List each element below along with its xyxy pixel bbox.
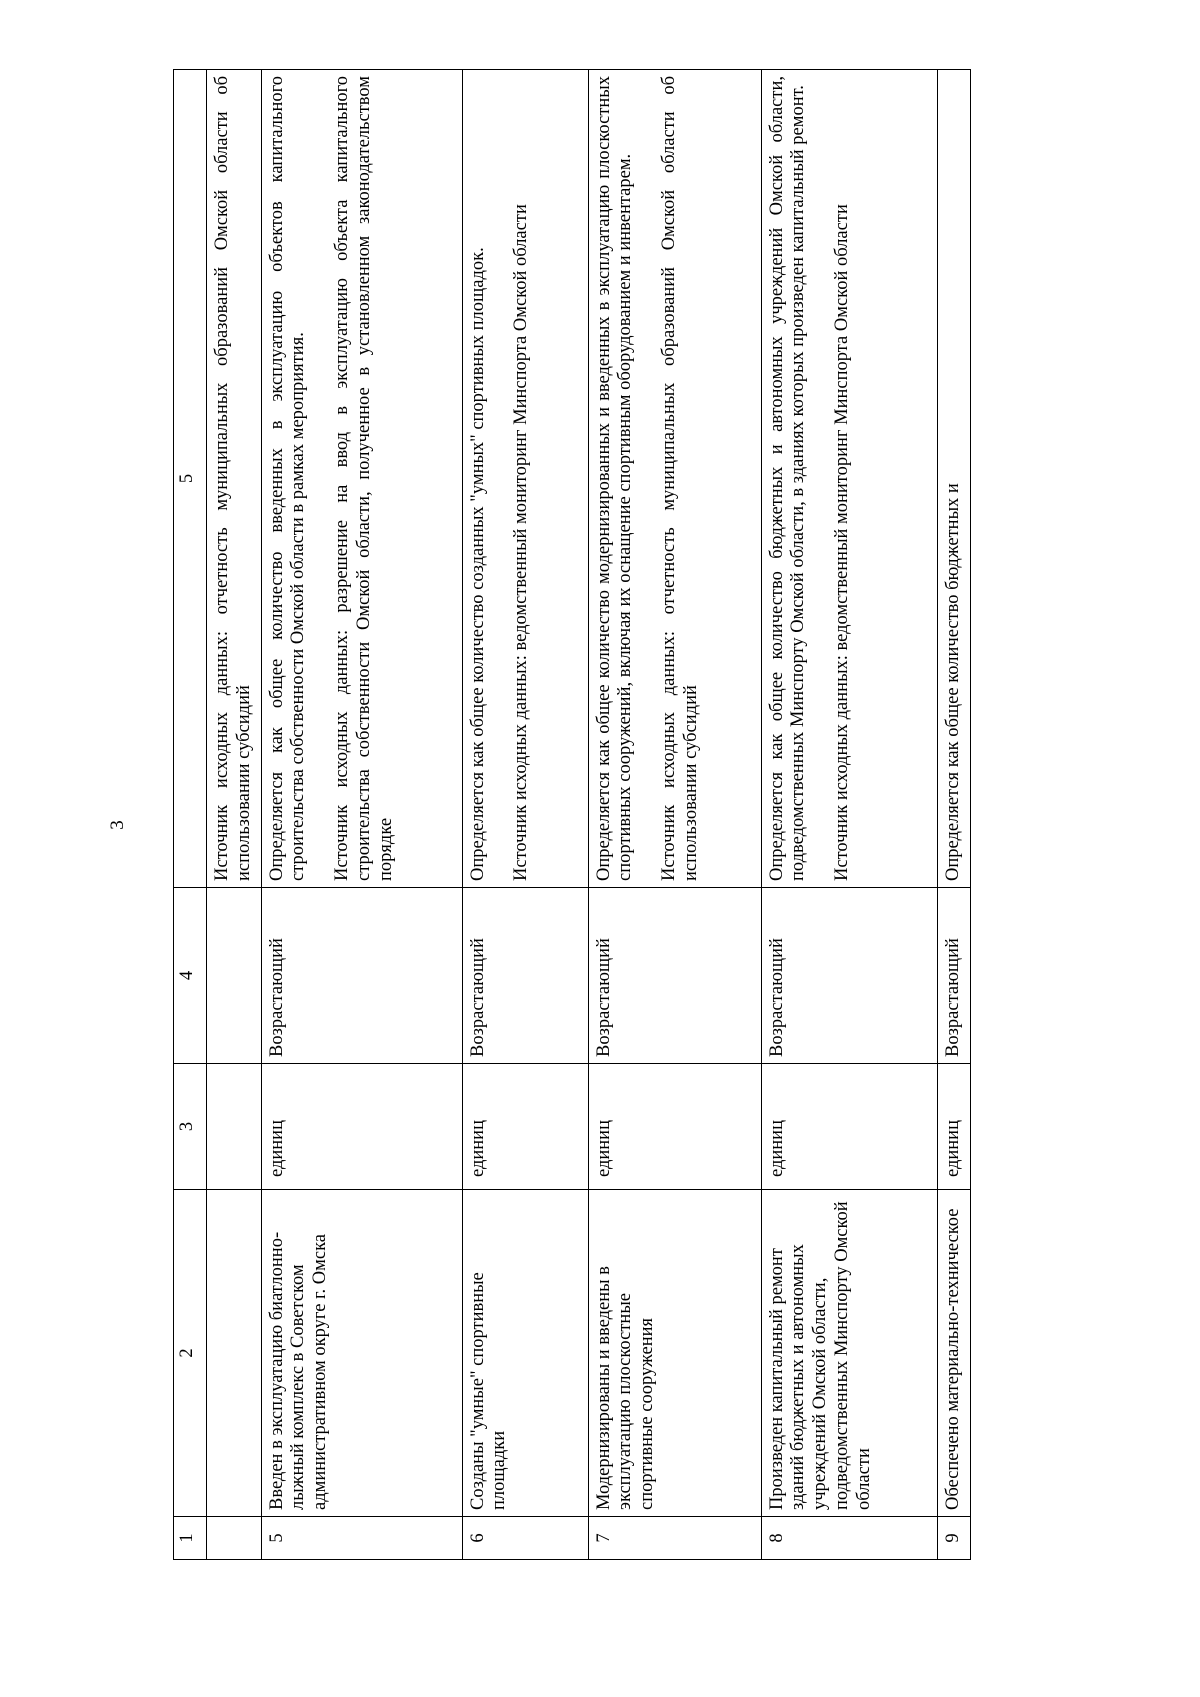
row-number: 6 <box>462 1517 588 1560</box>
indicator-name <box>207 1190 262 1517</box>
description-paragraph: Источник исходных данных: ведомственный мониторинг Минспорта Омской области <box>511 204 532 881</box>
trend-cell <box>207 888 262 1064</box>
trend-cell: Возрастающий <box>462 888 588 1064</box>
description-paragraph: Определяется как общее количество модернизированных и введенных в эксплуатацию плоскостных спортивных сооружений, включая их оснащение спортивным оборудованием и инвентарем. <box>593 76 636 881</box>
indicator-name: Обеспечено материально-техническое <box>937 1190 970 1517</box>
table-header-row <box>174 70 207 1560</box>
rotated-table-wrapper <box>173 70 1066 1560</box>
description-paragraph: Источник исходных данных: разрешение на ввод в эксплуатацию объекта капитального строительства собственности Омской области, полученное в установленном законодательством порядке <box>332 76 396 881</box>
unit-cell <box>207 1064 262 1190</box>
description-paragraph: Источник исходных данных: ведомственный мониторинг Минспорта Омской области <box>832 204 853 881</box>
description-cell <box>261 70 462 888</box>
row-number: 9 <box>937 1517 970 1560</box>
table-row <box>761 70 937 1560</box>
unit-cell: единиц <box>761 1064 937 1190</box>
trend-cell: Возрастающий <box>588 888 761 1064</box>
indicator-name: Произведен капитальный ремонт зданий бюджетных и автономных учреждений Омской области, подведомственных Минспорту Омской области <box>761 1190 937 1517</box>
description-paragraph: Определяется как общее количество бюджетных и автономных учреждений Омской области, подведомственных Минспорту Омской области, в зданиях которых произведен капитальный ремонт. <box>766 76 809 881</box>
column-header: 5 <box>174 70 207 888</box>
description-paragraph: Определяется как общее количество введенных в эксплуатацию объектов капитального строительства собственности Омской области в рамках мероприятия. <box>266 76 309 881</box>
description-cell <box>761 70 937 888</box>
column-header: 1 <box>174 1517 207 1560</box>
description-paragraph: Определяется как общее количество созданных "умных" спортивных площадок. <box>467 247 488 881</box>
row-number <box>207 1517 262 1560</box>
column-header: 2 <box>174 1190 207 1517</box>
unit-cell: единиц <box>261 1064 462 1190</box>
table-row <box>462 70 588 1560</box>
trend-cell: Возрастающий <box>761 888 937 1064</box>
table-row <box>588 70 761 1560</box>
description-paragraph: Определяется как общее количество бюджетных и <box>942 483 963 881</box>
trend-cell: Возрастающий <box>937 888 970 1064</box>
indicators-table <box>173 69 971 1560</box>
unit-cell: единиц <box>937 1064 970 1190</box>
table-row <box>207 70 262 1560</box>
trend-cell: Возрастающий <box>261 888 462 1064</box>
description-cell <box>588 70 761 888</box>
row-number: 8 <box>761 1517 937 1560</box>
unit-cell: единиц <box>462 1064 588 1190</box>
column-header: 3 <box>174 1064 207 1190</box>
description-cell <box>207 70 262 888</box>
row-number: 7 <box>588 1517 761 1560</box>
description-paragraph: Источник исходных данных: отчетность муниципальных образований Омской области об использовании субсидий <box>659 76 702 881</box>
table-row <box>261 70 462 1560</box>
row-number: 5 <box>261 1517 462 1560</box>
description-cell <box>937 70 970 888</box>
indicator-name: Созданы "умные" спортивные площадки <box>462 1190 588 1517</box>
unit-cell: единиц <box>588 1064 761 1190</box>
indicator-name: Модернизированы и введены в эксплуатацию плоскостные спортивные сооружения <box>588 1190 761 1517</box>
table-row <box>937 70 970 1560</box>
page-number: 3 <box>107 820 128 830</box>
column-header: 4 <box>174 888 207 1064</box>
description-cell <box>462 70 588 888</box>
description-paragraph: Источник исходных данных: отчетность муниципальных образований Омской области об использовании субсидий <box>212 76 254 881</box>
indicator-name: Введен в эксплуатацию биатлонно-лыжный комплекс в Советском административном округе г. Омска <box>261 1190 462 1517</box>
